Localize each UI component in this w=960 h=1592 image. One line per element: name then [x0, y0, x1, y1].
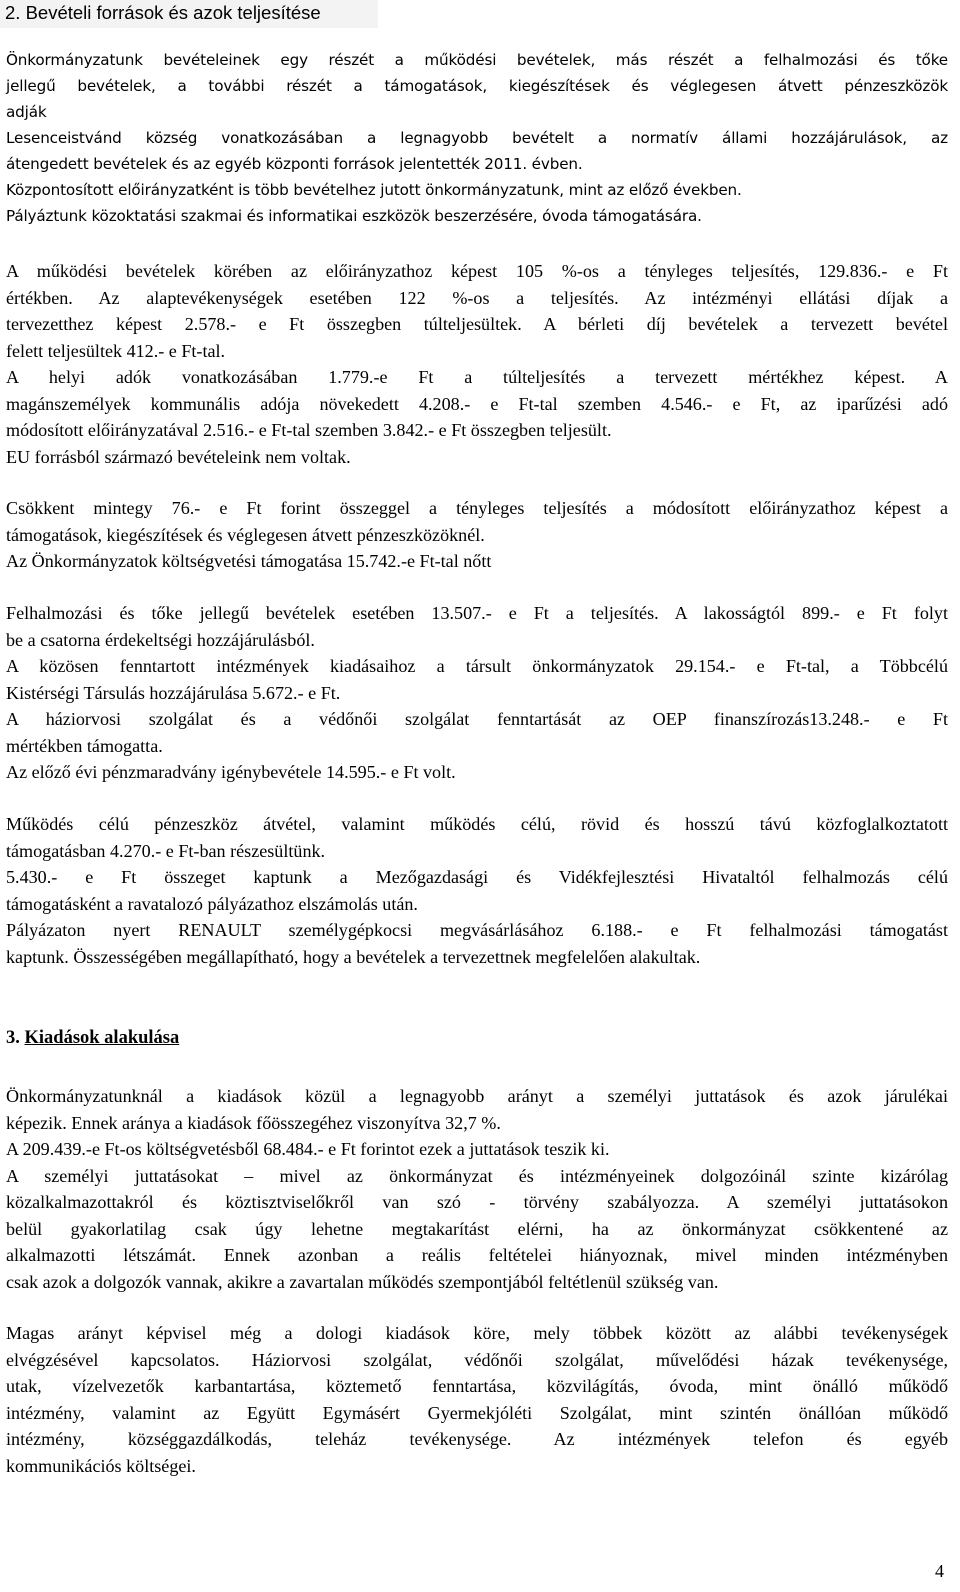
text-line: alkalmazotti létszámát. Ennek azonban a reális feltételei hiányoznak, mivel minden intézményben [6, 1245, 948, 1265]
text-line: A személyi juttatásokat – mivel az önkormányzat és intézményeinek dolgozóinál szinte kizárólag [6, 1165, 948, 1186]
text-line: be a csatorna érdekeltségi hozzájárulásból. [6, 629, 315, 650]
text-line: képezik. Ennek aránya a kiadások főösszegéhez viszonyítva 32,7 %. [6, 1112, 501, 1133]
text-line: A közösen fenntartott intézmények kiadásaihoz a társult önkormányzatok 29.154.- e Ft-tal, a Többcélú [6, 656, 948, 676]
text-line: kaptunk. Összességében megállapítható, hogy a bevételek a tervezettnek megfelelően alakultak. [6, 946, 701, 967]
text-line: Önkormányzatunk bevételeinek egy részét a működési bevételek, más részét a felhalmozási és tőke [6, 51, 948, 69]
text-line: Működés célú pénzeszköz átvétel, valamint működés célú, rövid és hosszú távú közfoglalkoztatott [6, 814, 948, 834]
personnel-expenses-paragraph [6, 1083, 948, 1295]
text-line: intézmény, valamint az Együtt Egymásért Gyermekjóléti Szolgálat, mint szintén önállóan működő [6, 1402, 948, 1423]
text-line: támogatásként a ravatalozó pályázathoz elszámolás után. [6, 893, 418, 914]
section-3-number: 3. [6, 1028, 20, 1048]
text-line: Önkormányzatunknál a kiadások közül a legnagyobb arányt a személyi juttatások és azok járulékai [6, 1086, 948, 1106]
text-line: csak azok a dolgozók vannak, akikre a zavartalan működés szempontjából feltétlenül szükség van. [6, 1271, 719, 1292]
text-line: mértékben támogatta. [6, 735, 163, 756]
text-line: közalkalmazottakról és köztisztviselőkről van szó - törvény szabályozza. A személyi juttatásokon [6, 1192, 948, 1212]
text-line: Csökkent mintegy 76.- e Ft forint összeggel a tényleges teljesítés a módosított előirányzathoz képest a [6, 498, 948, 518]
text-line: Kistérségi Társulás hozzájárulása 5.672.- e Ft. [6, 682, 341, 703]
text-line: Pályázaton nyert RENAULT személygépkocsi megvásárlásához 6.188.- e Ft felhalmozási támogatást [6, 920, 948, 940]
text-line: adják [6, 103, 47, 121]
text-line: EU forrásból származó bevételeink nem voltak. [6, 446, 351, 467]
text-line: A helyi adók vonatkozásában 1.779.-e Ft a túlteljesítés a tervezett mértékhez képest. A [6, 367, 948, 387]
text-line: módosított előirányzatával 2.516.- e Ft-tal szemben 3.842.- e Ft összegben teljesült. [6, 420, 612, 440]
text-line: Központosított előirányzatként is több bevételhez jutott önkormányzatunk, mint az előző években. [6, 181, 742, 199]
text-line: utak, vízelvezetők karbantartása, köztemető fenntartása, közvilágítás, óvoda, mint önálló működő [6, 1376, 948, 1396]
text-line: A háziorvosi szolgálat és a védőnői szolgálat fenntartását az OEP finanszírozás13.248.- e Ft [6, 709, 948, 729]
text-line: A működési bevételek körében az előirányzathoz képest 105 %-os a tényleges teljesítés, 129.836.- e Ft [6, 261, 948, 281]
text-line: Az Önkormányzatok költségvetési támogatása 15.742.-e Ft-tal nőtt [6, 551, 492, 571]
text-line: Lesenceistvánd község vonatkozásában a legnagyobb bevételt a normatív állami hozzájárulások, az [6, 129, 948, 147]
text-line: értékben. Az alaptevékenységek esetében 122 %-os a teljesítés. Az intézményi ellátási díjak a [6, 287, 948, 308]
text-line: Az előző évi pénzmaradvány igénybevétele 14.595.- e Ft volt. [6, 762, 456, 782]
transfers-paragraph [6, 811, 948, 970]
text-line: Felhalmozási és tőke jellegű bevételek esetében 13.507.- e Ft a teljesítés. A lakosságtól 899.- e Ft folyt [6, 603, 948, 623]
text-line: átengedett bevételek és az egyéb központi források jelentették 2011. évben. [6, 155, 583, 173]
text-line: belül gyakorlatilag csak úgy lehetne megtakarítást elérni, ha az önkormányzat csökkentené az [6, 1218, 948, 1239]
operating-revenue-paragraph [6, 258, 948, 470]
text-line: magánszemélyek kommunális adója növekedett 4.208.- e Ft-tal szemben 4.546.- e Ft, az iparűzési adó [6, 393, 948, 414]
text-line: A 209.439.-e Ft-os költségvetésből 68.484.- e Ft forintot ezek a juttatások teszik ki. [6, 1139, 610, 1159]
material-expenses-paragraph [6, 1320, 948, 1479]
text-line: jellegű bevételek, a további részét a támogatások, kiegészítések és véglegesen átvett pénzeszközök [6, 77, 948, 95]
capital-revenue-paragraph [6, 600, 948, 786]
text-line: Magas arányt képvisel még a dologi kiadások köre, mely többek között az alábbi tevékenységek [6, 1323, 948, 1343]
subsidies-paragraph [6, 495, 948, 575]
text-line: támogatások, kiegészítések és véglegesen átvett pénzeszközöknél. [6, 524, 485, 545]
text-line: 5.430.- e Ft összeget kaptunk a Mezőgazdasági és Vidékfejlesztési Hivataltól felhalmozás célú [6, 867, 948, 887]
section-2-heading: 2. Bevételi források és azok teljesítése [5, 2, 321, 23]
text-line: kommunikációs költségei. [6, 1455, 196, 1476]
text-line: felett teljesültek 412.- e Ft-tal. [6, 340, 226, 361]
page-number: 4 [935, 1561, 944, 1581]
text-line: intézmény, községgazdálkodás, teleház tevékenysége. Az intézmények telefon és egyéb [6, 1429, 948, 1449]
section-2-heading-box [0, 0, 378, 28]
text-line: elvégzésével kapcsolatos. Háziorvosi szolgálat, védőnői szolgálat, művelődési házak tevékenysége, [6, 1349, 948, 1370]
text-line: Pályáztunk közoktatási szakmai és informatikai eszközök beszerzésére, óvoda támogatására. [6, 207, 702, 225]
revenue-intro-paragraph [6, 47, 948, 229]
text-line: támogatásban 4.270.- e Ft-ban részesültünk. [6, 840, 326, 861]
section-3-heading [6, 1027, 179, 1049]
section-3-title: Kiadások alakulása [24, 1028, 180, 1048]
text-line: tervezetthez képest 2.578.- e Ft összegben túlteljesültek. A bérleti díj bevételek a tervezett bevétel [6, 314, 948, 334]
